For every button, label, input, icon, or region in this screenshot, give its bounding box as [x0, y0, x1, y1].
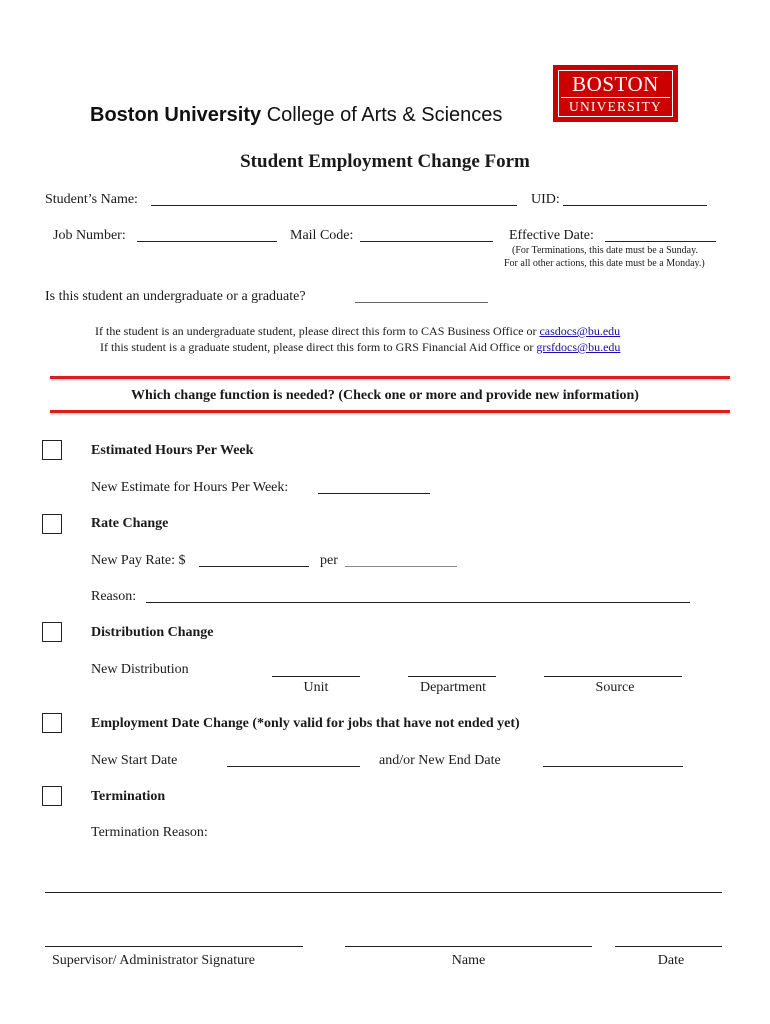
supervisor-signature-label: Supervisor/ Administrator Signature — [52, 953, 255, 968]
uid-label: UID: — [531, 192, 560, 207]
new-start-date-label: New Start Date — [91, 753, 178, 768]
hours-label: New Estimate for Hours Per Week: — [91, 480, 289, 495]
hours-field[interactable] — [318, 493, 430, 494]
name-field[interactable] — [345, 946, 592, 947]
new-end-date-field[interactable] — [543, 766, 683, 767]
logo-line-2: UNIVERSITY — [569, 99, 662, 114]
mail-code-field[interactable] — [360, 241, 493, 242]
logo-line-1: BOSTON — [572, 72, 659, 96]
unit-field[interactable] — [272, 676, 360, 677]
effective-date-note-2: For all other actions, this date must be a Monday.) — [504, 258, 705, 269]
rate-section-title: Rate Change — [91, 516, 169, 531]
unit-caption: Unit — [303, 680, 329, 695]
date-label: Date — [657, 953, 685, 968]
new-distribution-label: New Distribution — [91, 662, 189, 677]
name-label: Name — [451, 953, 486, 968]
student-name-field[interactable] — [151, 205, 517, 206]
routing-ug-note: If the student is an undergraduate student, please direct this form to CAS Business Office or casdocs@bu.edu — [95, 324, 621, 338]
hours-checkbox[interactable] — [42, 440, 62, 460]
new-start-date-field[interactable] — [227, 766, 360, 767]
uid-field[interactable] — [563, 205, 707, 206]
distribution-checkbox[interactable] — [42, 622, 62, 642]
ug-or-grad-field[interactable] — [355, 302, 488, 303]
termination-reason-label: Termination Reason: — [91, 825, 208, 840]
rate-checkbox[interactable] — [42, 514, 62, 534]
casdocs-email-link[interactable]: casdocs@bu.edu — [539, 324, 621, 338]
termination-checkbox[interactable] — [42, 786, 62, 806]
effective-date-note-1: (For Terminations, this date must be a Sunday. — [512, 245, 698, 256]
employment-date-checkbox[interactable] — [42, 713, 62, 733]
pay-rate-label: New Pay Rate: $ — [91, 553, 186, 568]
routing-grad-note: If this student is a graduate student, please direct this form to GRS Financial Aid Office or grsfdocs@bu.edu — [100, 340, 621, 354]
job-number-field[interactable] — [137, 241, 277, 242]
mail-code-label: Mail Code: — [290, 228, 354, 243]
per-label: per — [320, 553, 338, 568]
grsfdocs-email-link[interactable]: grsfdocs@bu.edu — [536, 340, 621, 354]
reason-field[interactable] — [146, 602, 690, 603]
department-field[interactable] — [408, 676, 496, 677]
banner-bottom-rule — [50, 410, 730, 413]
form-title: Student Employment Change Form — [240, 151, 530, 172]
distribution-section-title: Distribution Change — [91, 625, 214, 640]
date-field[interactable] — [615, 946, 722, 947]
department-caption: Department — [419, 680, 487, 695]
source-field[interactable] — [544, 676, 682, 677]
hours-section-title: Estimated Hours Per Week — [91, 443, 254, 458]
source-caption: Source — [595, 680, 635, 695]
banner-top-rule — [50, 376, 730, 379]
job-number-label: Job Number: — [53, 228, 126, 243]
reason-label: Reason: — [91, 589, 137, 604]
student-name-label: Student’s Name: — [45, 192, 138, 207]
change-function-banner: Which change function is needed? (Check one or more and provide new information) — [131, 388, 639, 403]
new-end-date-label: and/or New End Date — [379, 753, 501, 768]
college-heading: Boston University College of Arts & Sciences — [90, 104, 503, 126]
termination-reason-field[interactable] — [45, 892, 722, 893]
per-field[interactable] — [345, 566, 457, 567]
termination-section-title: Termination — [91, 789, 166, 804]
ug-or-grad-label: Is this student an undergraduate or a graduate? — [45, 289, 306, 304]
pay-rate-field[interactable] — [199, 566, 309, 567]
employment-date-section-title: Employment Date Change (*only valid for jobs that have not ended yet) — [91, 716, 520, 731]
effective-date-label: Effective Date: — [509, 228, 594, 243]
bu-logo — [553, 65, 678, 122]
supervisor-signature-field[interactable] — [45, 946, 303, 947]
effective-date-field[interactable] — [605, 241, 716, 242]
